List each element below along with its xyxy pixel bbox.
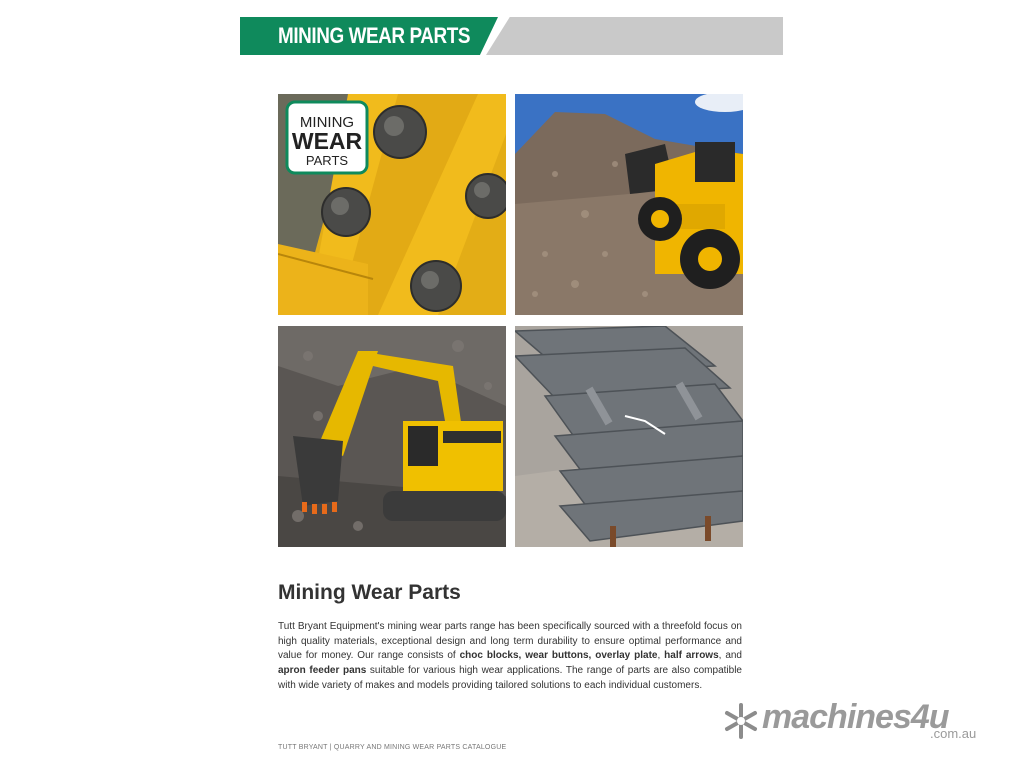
snowflake-logo-icon [722, 702, 760, 740]
watermark-domain: .com.au [930, 726, 977, 741]
feeder-pans-photo [515, 326, 743, 547]
description-text-3: , and [718, 650, 742, 662]
banner-gray-block [486, 17, 783, 55]
wheel-loader-photo [515, 94, 743, 315]
section-title: Mining Wear Parts [278, 581, 461, 604]
description-bold-2: half arrows [664, 650, 719, 662]
page-footer: TUTT BRYANT | QUARRY AND MINING WEAR PARTS CATALOGUE [278, 744, 507, 751]
logo-line-1: MINING [299, 114, 355, 131]
header-banner [240, 17, 783, 55]
logo-line-2: WEAR [291, 128, 363, 154]
watermark [722, 700, 988, 742]
description-paragraph [278, 620, 742, 694]
description-bold-1: choc blocks, wear buttons, overlay plate [459, 650, 658, 662]
wear-buttons-photo [278, 94, 506, 315]
description-text-2: , [657, 650, 665, 662]
description-text-1: Tutt Bryant Equipment's mining wear parts range has been specifically sourced with a threefold focus on high quality materials, exceptional design and long term durability to ensure optimal performance and value for money. Our range consists of [278, 621, 742, 662]
description-bold-3: apron feeder pans [278, 665, 367, 677]
watermark-brand: machines4u [762, 698, 949, 736]
banner-title: MINING WEAR PARTS [278, 23, 471, 48]
description-text-4: suitable for various high wear applications. The range of parts are also compatible with wide variety of makes and models providing tailored solutions to each individual customers. [278, 665, 742, 691]
excavator-photo [278, 326, 506, 547]
logo-line-3: PARTS [305, 153, 349, 168]
